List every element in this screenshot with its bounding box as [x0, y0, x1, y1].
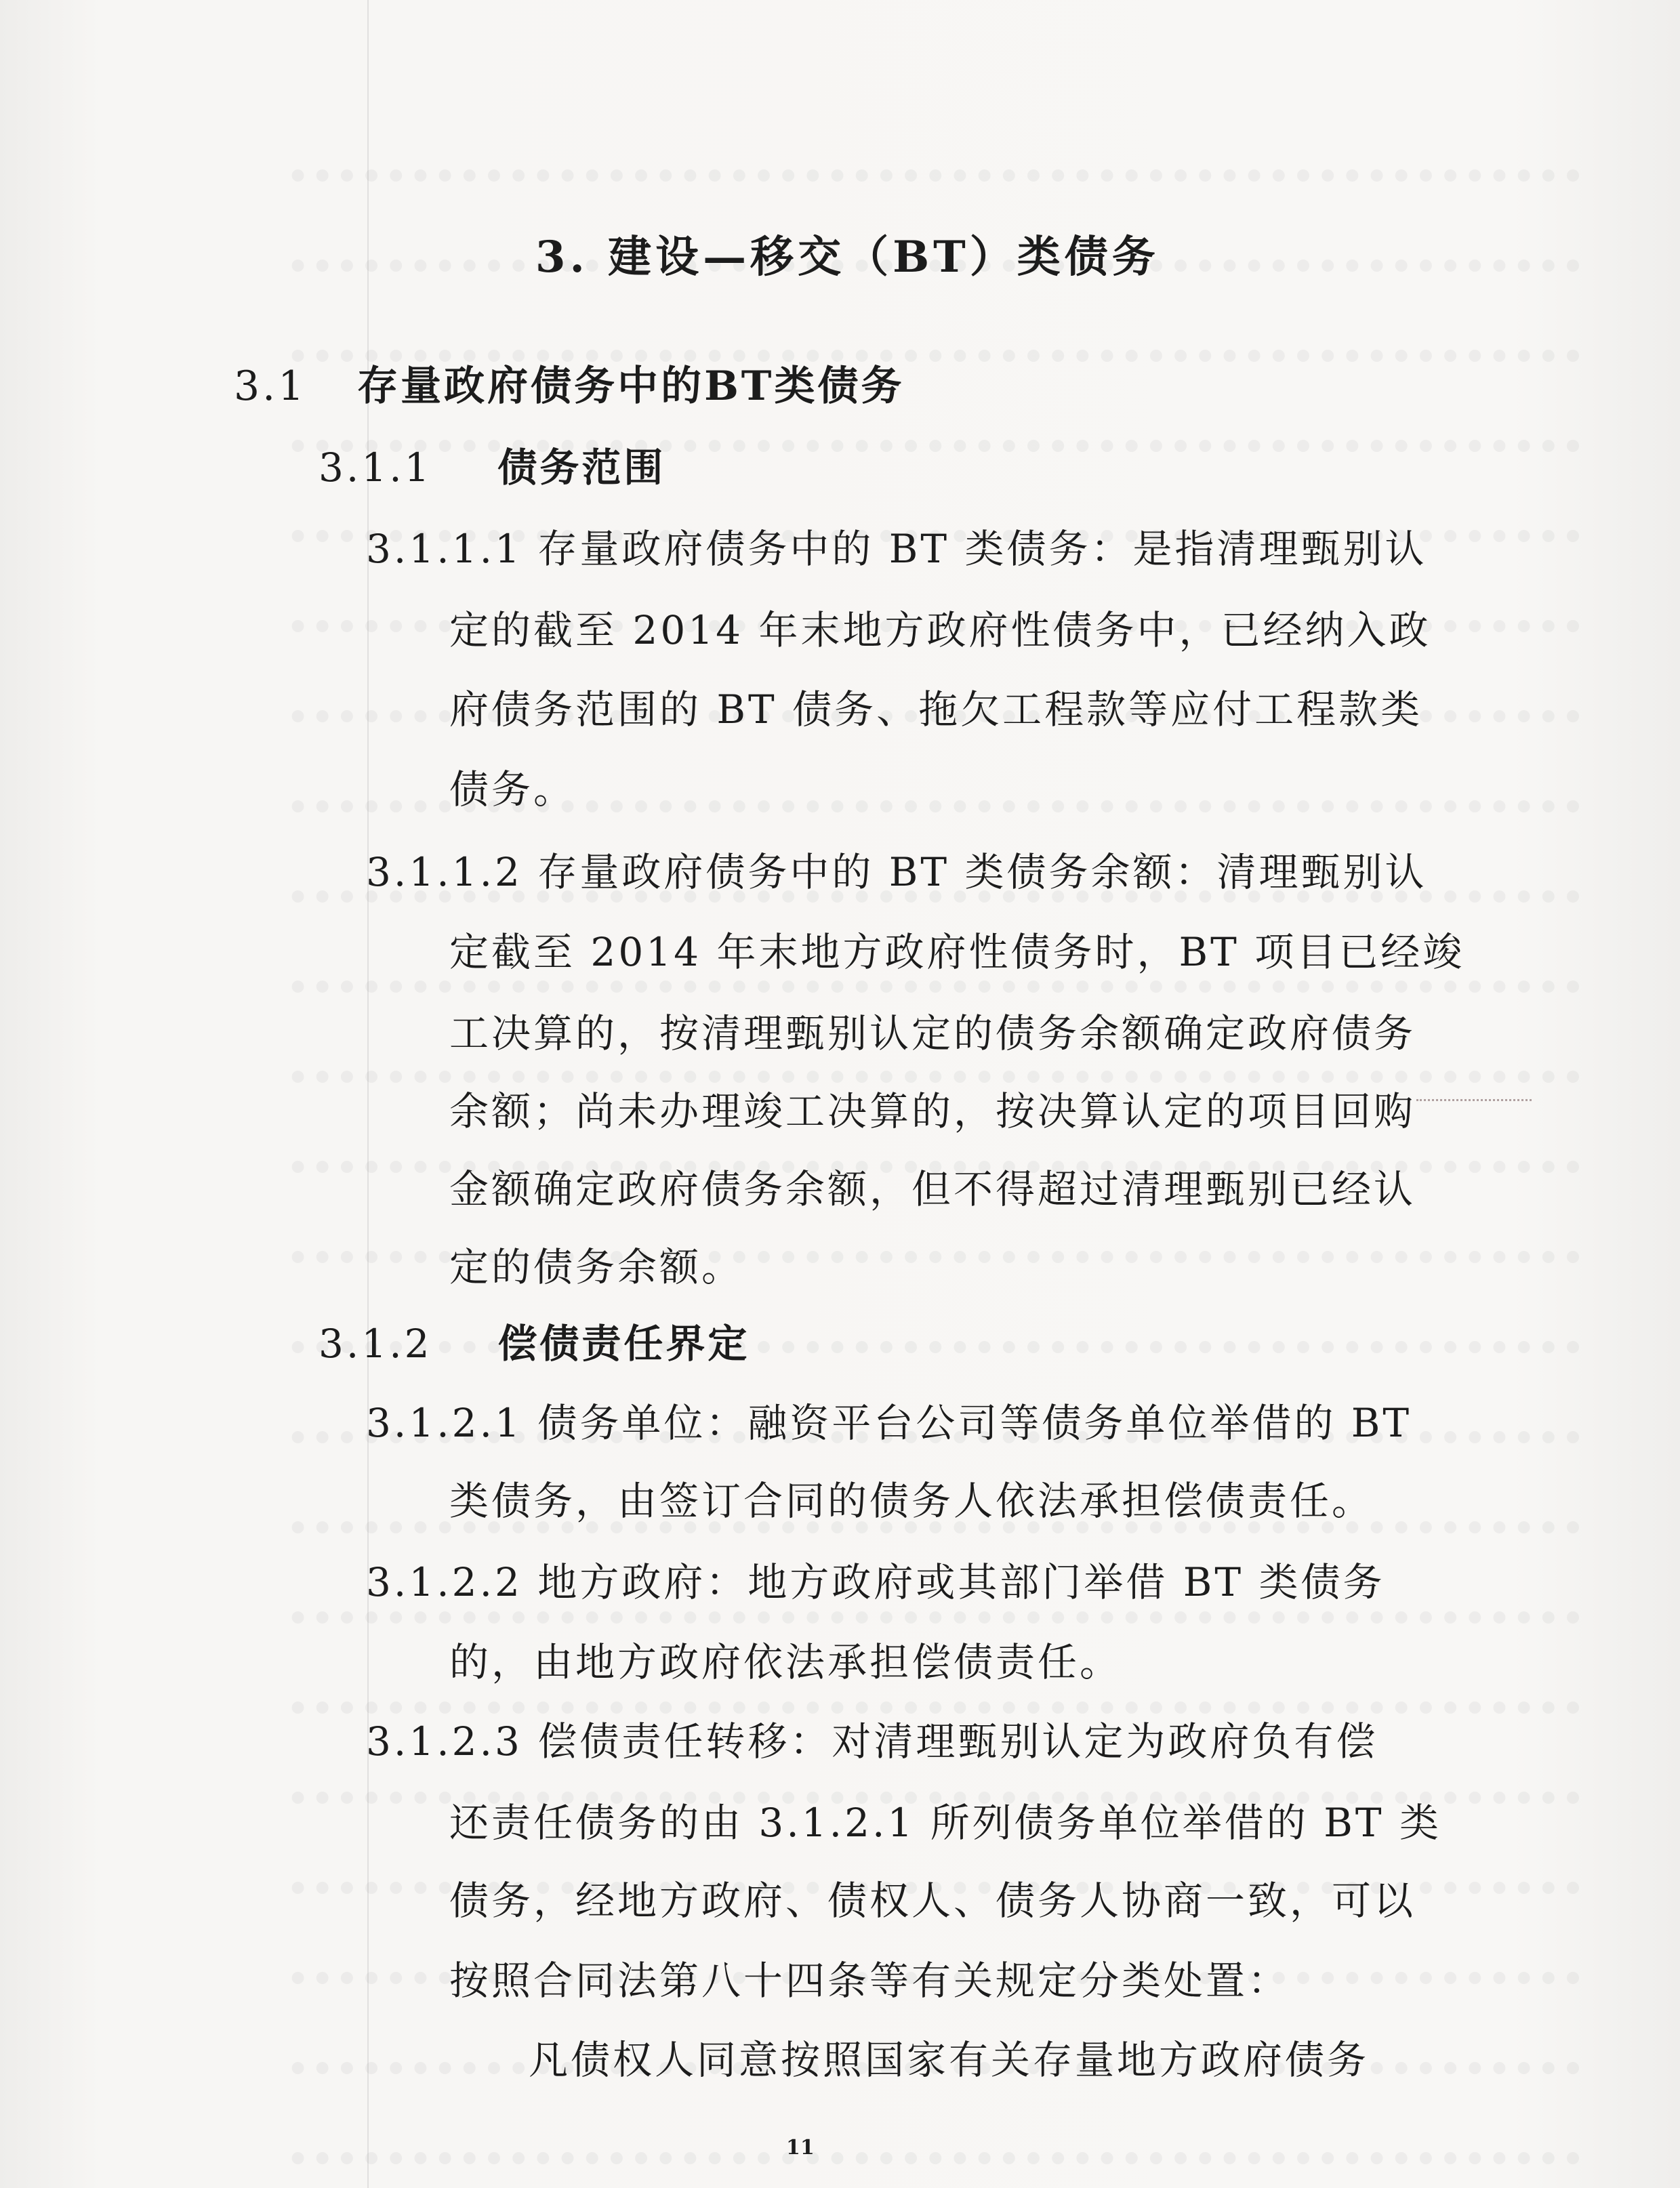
paragraph-line: 工决算的，按清理甄别认定的债务余额确定政府债务 [449, 1010, 1416, 1056]
section-3-1-heading [234, 363, 904, 410]
paragraph-line: 3.1.2.1 债务单位：融资平台公司等债务单位举借的 BT [366, 1400, 1412, 1446]
page-fold-line [367, 0, 369, 2188]
page-number: 11 [786, 2136, 815, 2160]
paragraph-line: 定截至 2014 年末地方政府性债务时，BT 项目已经竣 [449, 929, 1465, 975]
paragraph-line: 按照合同法第八十四条等有关规定分类处置： [449, 1958, 1290, 2004]
section-number: 3.1.2 [319, 1321, 432, 1367]
paragraph-line: 3.1.2.3 偿债责任转移：对清理甄别认定为政府负有偿 [366, 1718, 1378, 1764]
section-3-1-1-heading [319, 444, 665, 491]
paragraph-line: 府债务范围的 BT 债务、拖欠工程款等应付工程款类 [449, 686, 1423, 732]
paragraph-line: 还责任债务的由 3.1.2.1 所列债务单位举借的 BT 类 [449, 1800, 1441, 1846]
section-title: 偿债责任界定 [497, 1321, 750, 1367]
paragraph-line: 类债务，由签订合同的债务人依法承担偿债责任。 [449, 1478, 1374, 1524]
section-title: 存量政府债务中的BT类债务 [357, 363, 905, 410]
paragraph-line: 3.1.1.1 存量政府债务中的 BT 类债务：是指清理甄别认 [366, 526, 1427, 572]
paragraph-line: 凡债权人同意按照国家有关存量地方政府债务 [529, 2037, 1370, 2083]
document-title: 3. 建设—移交（BT）类债务 [535, 232, 1160, 283]
section-number: 3.1.1 [319, 445, 432, 491]
paragraph-line: 债务，经地方政府、债权人、债务人协商一致，可以 [449, 1878, 1416, 1924]
paragraph-line: 3.1.1.2 存量政府债务中的 BT 类债务余额：清理甄别认 [366, 849, 1427, 895]
stray-dotted-mark [1416, 1099, 1532, 1101]
paragraph-line: 定的债务余额。 [449, 1244, 744, 1290]
section-number: 3.1 [234, 363, 307, 410]
paragraph-line: 余额；尚未办理竣工决算的，按决算认定的项目回购 [449, 1088, 1416, 1134]
section-3-1-2-heading [319, 1320, 750, 1367]
paragraph-line: 3.1.2.2 地方政府：地方政府或其部门举借 BT 类债务 [366, 1559, 1385, 1605]
paragraph-line: 金额确定政府债务余额，但不得超过清理甄别已经认 [449, 1166, 1416, 1212]
section-title: 债务范围 [497, 445, 666, 491]
paragraph-line: 的，由地方政府依法承担偿债责任。 [449, 1639, 1122, 1685]
paragraph-line: 定的截至 2014 年末地方政府性债务中，已经纳入政 [449, 607, 1431, 653]
paragraph-line: 债务。 [449, 766, 576, 812]
